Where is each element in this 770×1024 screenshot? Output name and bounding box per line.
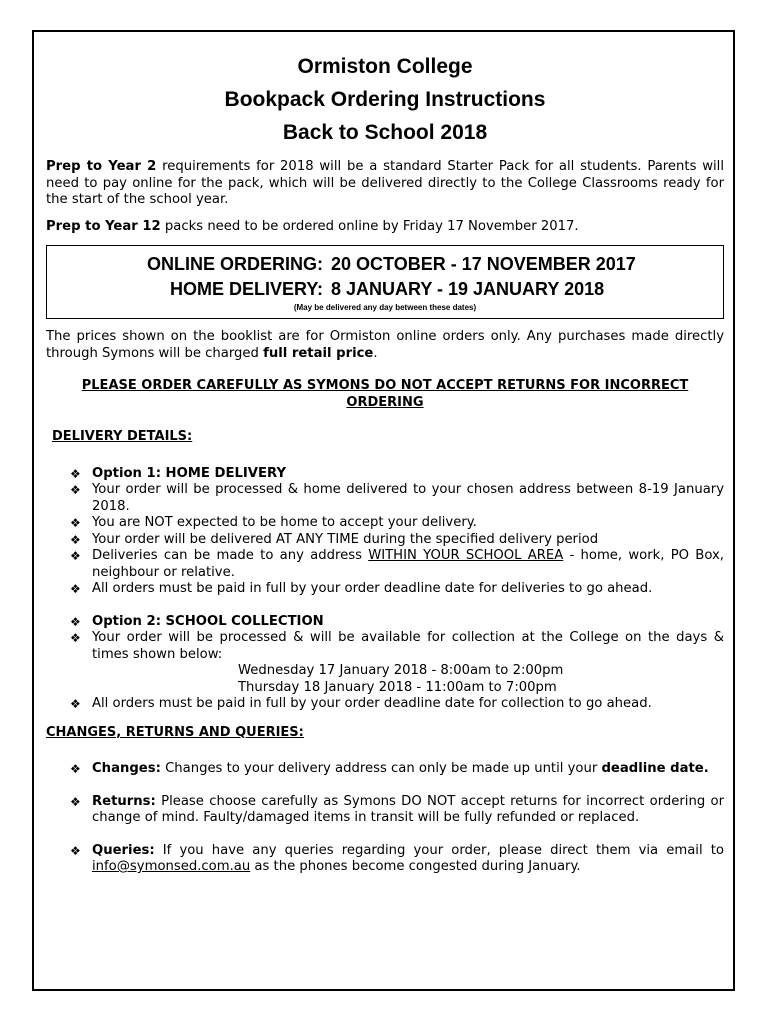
diamond-bullet-icon: ❖: [70, 762, 81, 776]
intro-p2-text: packs need to be ordered online by Friday 17 November 2017.: [160, 218, 579, 234]
address-pre: Deliveries can be made to any address: [92, 548, 369, 563]
prices-paragraph: [46, 329, 724, 362]
prices-text: The prices shown on the booklist are for Ormiston online orders only. Any purchases made directly through Symons will be charged: [46, 329, 724, 361]
list-item: [46, 843, 724, 876]
online-ordering-label: ONLINE ORDERING:: [146, 254, 323, 274]
intro-p1-bold: Prep to Year 2: [46, 159, 157, 174]
order-warning: PLEASE ORDER CAREFULLY AS SYMONS DO NOT ACCEPT RETURNS FOR INCORRECT ORDERING: [81, 378, 689, 410]
diamond-bullet-icon: ❖: [70, 794, 81, 809]
diamond-bullet-icon: ❖: [70, 697, 81, 711]
email-link[interactable]: info@symonsed.com.au: [92, 859, 251, 874]
list-item: [46, 630, 724, 696]
option2-paid: All orders must be paid in full by your order deadline date for collection to go ahead.: [92, 696, 652, 711]
returns-text: Please choose carefully as Symons DO NOT accept returns for incorrect ordering or change of mind. Faulty/damaged items in transit will be fully refunded or replaced.: [92, 793, 724, 825]
changes-text: Changes to your delivery address can only be made up until your: [160, 761, 602, 776]
option2-title: Option 2: SCHOOL COLLECTION: [92, 613, 324, 629]
intro-p2-bold: Prep to Year 12: [46, 218, 161, 234]
online-ordering-line: [47, 252, 723, 277]
dates-box: [46, 245, 724, 319]
diamond-bullet-icon: ❖: [70, 631, 81, 645]
list-item: [46, 696, 724, 713]
diamond-bullet-icon: ❖: [70, 614, 81, 629]
queries-label: Queries:: [92, 842, 155, 858]
document-subtitle: Back to School 2018: [282, 121, 488, 144]
diamond-bullet-icon: ❖: [70, 466, 81, 481]
list-item: [46, 548, 724, 581]
diamond-bullet-icon: ❖: [70, 843, 81, 858]
diamond-bullet-icon: ❖: [70, 516, 81, 530]
returns-label: Returns:: [92, 793, 156, 809]
changes-label: Changes:: [92, 761, 161, 776]
diamond-bullet-icon: ❖: [70, 483, 81, 497]
document-body: [46, 50, 724, 876]
diamond-bullet-icon: ❖: [70, 549, 81, 563]
option1-item: Your order will be delivered AT ANY TIME during the specified delivery period: [92, 531, 599, 547]
diamond-bullet-icon: ❖: [70, 582, 81, 596]
option1-item: Your order will be processed & home delivered to your chosen address between 8-19 January 2018.: [92, 482, 724, 514]
list-item: [46, 761, 724, 778]
collection-time-1: Wednesday 17 January 2018 - 8:00am to 2:00pm: [238, 663, 564, 678]
option1-list: [46, 466, 724, 598]
list-item: [46, 532, 724, 549]
intro-paragraph-1: [46, 159, 724, 209]
changes-heading: CHANGES, RETURNS AND QUERIES:: [46, 724, 304, 740]
option1-paid: All orders must be paid in full by your order deadline date for deliveries to go ahead.: [92, 581, 653, 596]
home-delivery-label: HOME DELIVERY:: [169, 279, 323, 299]
list-item: [46, 466, 724, 483]
queries-end: as the phones become congested during January.: [250, 859, 581, 874]
list-item: [46, 794, 724, 827]
address-underlined: WITHIN YOUR SCHOOL AREA: [368, 548, 564, 563]
home-delivery-dates: 8 JANUARY - 19 JANUARY 2018: [331, 279, 605, 299]
list-item: [46, 581, 724, 598]
option1-title: Option 1: HOME DELIVERY: [92, 465, 286, 481]
list-item: [46, 482, 724, 515]
diamond-bullet-icon: ❖: [70, 532, 81, 547]
option2-text: Your order will be processed & will be available for collection at the College on the days & times shown below:: [92, 630, 724, 662]
changes-bold: deadline date.: [601, 761, 709, 776]
intro-paragraph-2: [46, 219, 724, 236]
home-delivery-line: [47, 277, 723, 302]
prices-end: .: [373, 345, 378, 361]
document-title: Bookpack Ordering Instructions: [224, 88, 546, 111]
option1-item: You are NOT expected to be home to accept your delivery.: [92, 515, 477, 530]
delivery-details-heading: DELIVERY DETAILS:: [52, 429, 193, 444]
changes-list: [46, 761, 724, 778]
list-item: [46, 614, 724, 631]
option2-list: [46, 614, 724, 713]
online-ordering-dates: 20 OCTOBER - 17 NOVEMBER 2017: [331, 254, 636, 274]
queries-text: If you have any queries regarding your order, please direct them via email to: [154, 842, 724, 858]
school-name: Ormiston College: [297, 55, 473, 78]
list-item: [46, 515, 724, 532]
queries-list: [46, 843, 724, 876]
title-block: [46, 50, 724, 149]
address-post: - home, work, PO Box, neighbour or relative.: [92, 548, 724, 580]
collection-time-2: Thursday 18 January 2018 - 11:00am to 7:00pm: [238, 679, 557, 695]
returns-list: [46, 794, 724, 827]
delivery-note: (May be delivered any day between these dates): [293, 303, 477, 312]
prices-bold: full retail price: [263, 345, 374, 361]
intro-p1-text: requirements for 2018 will be a standard Starter Pack for all students. Parents will need to pay online for the pack, which will be delivered directly to the College Classrooms ready for the start of the school year.: [46, 159, 724, 207]
